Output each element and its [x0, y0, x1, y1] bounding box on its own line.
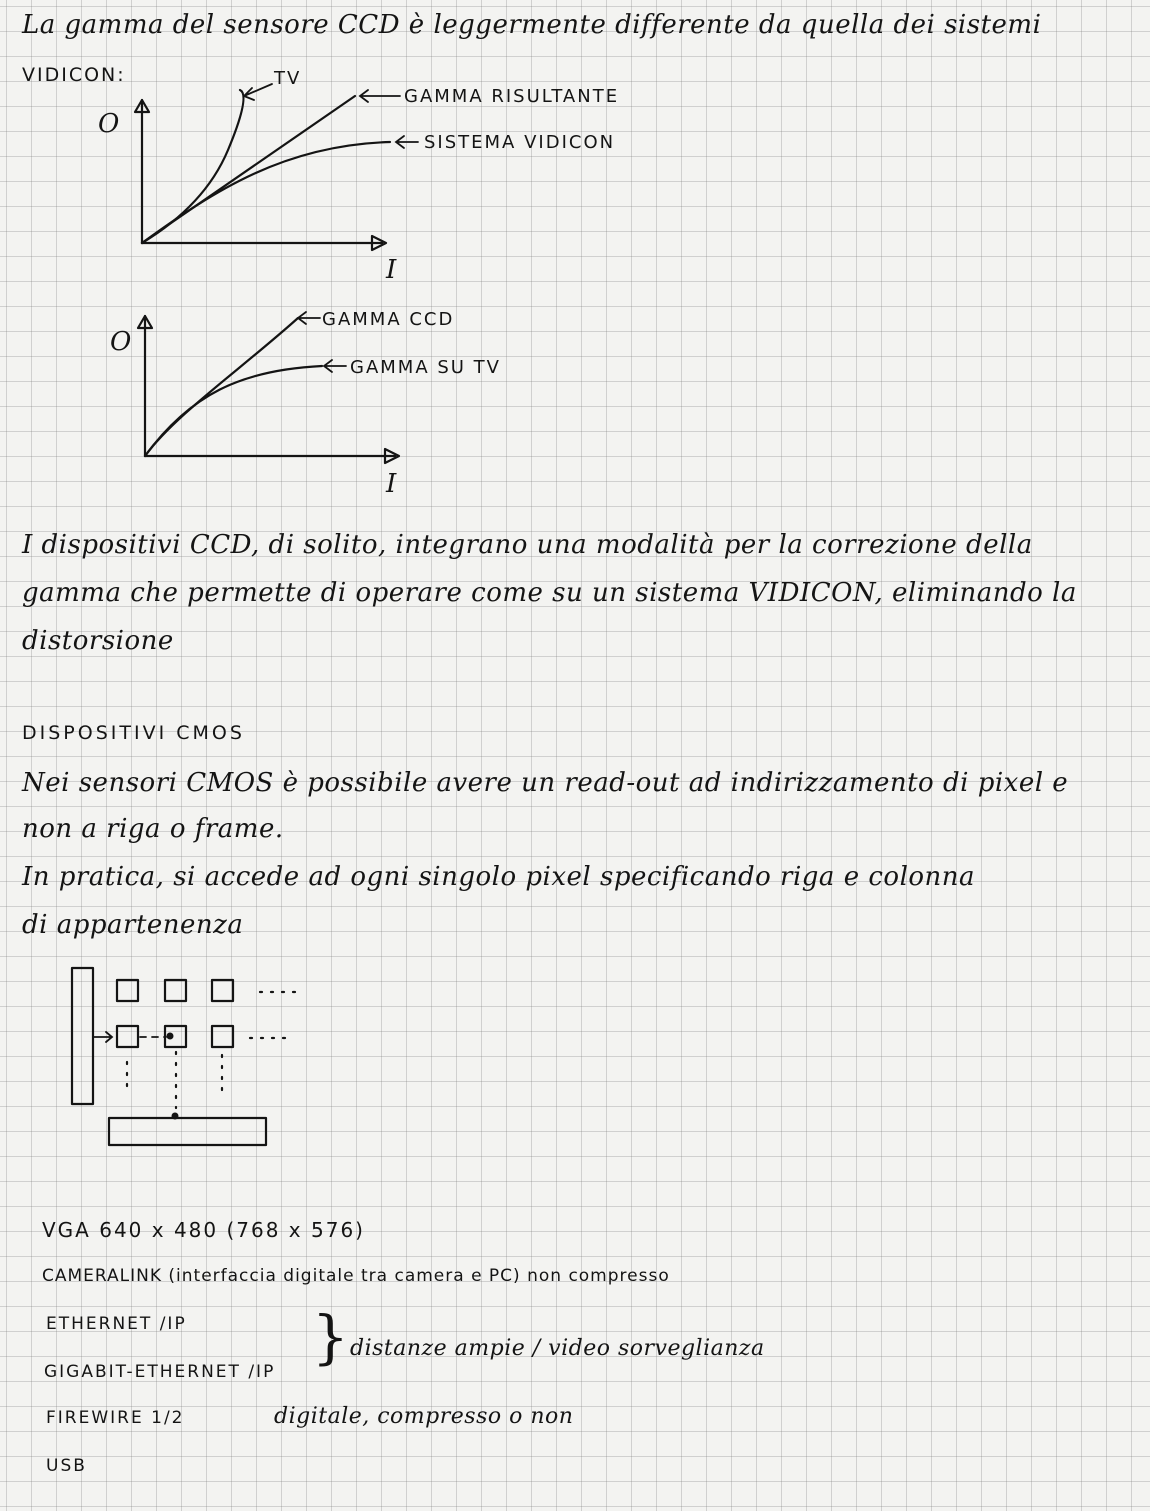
interface-firewire-note: digitale, compresso o non: [274, 1404, 574, 1429]
graph2-y-label: O: [110, 327, 132, 357]
graph2-label-ccd: GAMMA CCD: [322, 309, 455, 330]
pixel-r1-c3: [212, 980, 233, 1001]
pixel-r1-c2: [165, 980, 186, 1001]
intro-line-2: VIDICON:: [22, 64, 126, 86]
interface-gigabit: GIGABIT-ETHERNET /IP: [44, 1362, 276, 1382]
cmos-line-1: Nei sensori CMOS è possibile avere un read-out ad indirizzamento di pixel e: [22, 768, 1069, 798]
row-decoder: [72, 968, 93, 1104]
ccd-line-3: distorsione: [22, 626, 174, 656]
graph1-arrow-tv: [244, 84, 272, 100]
interface-usb: USB: [46, 1456, 87, 1476]
graph1-x-label: I: [386, 255, 397, 285]
graph1-curve-tv: [142, 90, 244, 243]
selected-pixel-dot: [167, 1033, 174, 1040]
graph2-arrow-tv: [324, 360, 346, 372]
pixel-r2-c1: [117, 1026, 138, 1047]
graph1-label-vidicon: SISTEMA VIDICON: [424, 132, 616, 153]
pixel-r1-c1: [117, 980, 138, 1001]
cmos-pixel-diagram: [72, 968, 295, 1145]
graph1-arrow-resultant: [360, 90, 400, 102]
cmos-line-3: In pratica, si accede ad ogni singolo pixel specificando riga e colonna: [22, 862, 976, 892]
interface-brace-note: distanze ampie / video sorveglianza: [350, 1336, 765, 1361]
pixel-r2-c3: [212, 1026, 233, 1047]
graph2-x-label: I: [386, 469, 397, 499]
ccd-line-2: gamma che permette di operare come su un sistema VIDICON, eliminando la: [22, 578, 1077, 608]
ccd-line-1: I dispositivi CCD, di solito, integrano una modalità per la correzione della: [22, 530, 1033, 560]
graph2-arrow-ccd: [298, 312, 320, 324]
row-select-arrow: [93, 1032, 112, 1042]
column-decoder: [109, 1118, 266, 1145]
graph1-label-tv: TV: [274, 68, 302, 89]
cmos-line-2: non a riga o frame.: [22, 814, 284, 844]
cmos-heading: DISPOSITIVI CMOS: [22, 722, 245, 744]
graph2-curve-tv: [145, 366, 322, 456]
graph1-label-resultant: GAMMA RISULTANTE: [404, 86, 620, 107]
graph1-y-label: O: [98, 109, 120, 139]
graph1-arrow-vidicon: [396, 136, 418, 148]
interface-brace: }: [312, 1303, 349, 1371]
interface-ethernet: ETHERNET /IP: [46, 1314, 187, 1334]
cmos-line-4: di appartenenza: [22, 910, 244, 940]
graph2-label-tv: GAMMA SU TV: [350, 357, 501, 378]
graph2-curve-ccd: [145, 318, 298, 456]
intro-line-1: La gamma del sensore CCD è leggermente differente da quella dei sistemi: [22, 10, 1042, 40]
interface-vga: VGA 640 x 480 (768 x 576): [42, 1218, 365, 1242]
interface-firewire: FIREWIRE 1/2: [46, 1408, 185, 1428]
column-select-dot: [172, 1113, 179, 1120]
interface-cameralink: CAMERALINK (interfaccia digitale tra camera e PC) non compresso: [42, 1266, 670, 1286]
